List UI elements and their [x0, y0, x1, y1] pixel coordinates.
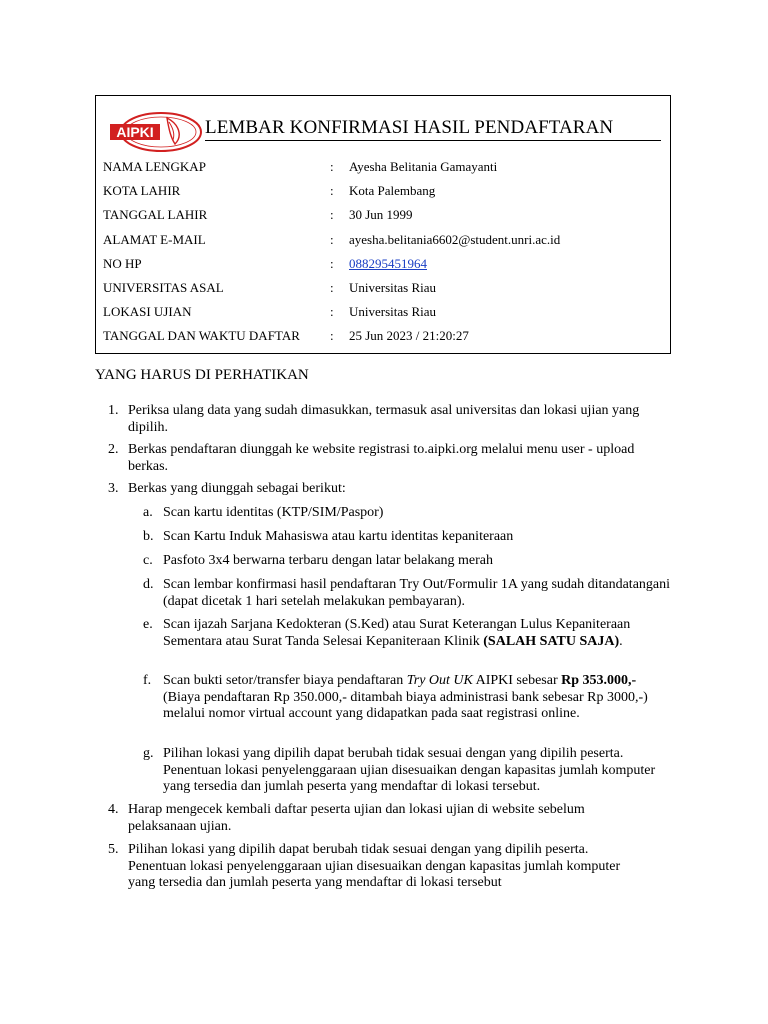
field-label: TANGGAL DAN WAKTU DAFTAR	[103, 328, 300, 344]
item-number: 2.	[108, 442, 119, 457]
document-title: LEMBAR KONFIRMASI HASIL PENDAFTARAN	[205, 117, 614, 138]
item-text	[163, 617, 673, 650]
info-row-lokasi	[96, 301, 670, 325]
item-letter: d.	[143, 577, 154, 592]
registration-info-table	[96, 156, 670, 350]
field-value: 25 Jun 2023 / 21:20:27	[349, 328, 469, 344]
item-text	[163, 673, 673, 723]
field-colon: :	[330, 304, 334, 320]
info-row-universitas	[96, 277, 670, 301]
field-label: KOTA LAHIR	[103, 183, 181, 199]
field-value: Universitas Riau	[349, 304, 437, 320]
field-colon: :	[330, 207, 334, 223]
field-label: UNIVERSITAS ASAL	[103, 279, 224, 295]
info-row-kota-lahir	[96, 180, 670, 204]
item-text: Periksa ulang data yang sudah dimasukkan, termasuk asal universitas dan lokasi ujian yang dipilih.	[128, 403, 640, 435]
item-text: Berkas pendaftaran diunggah ke website registrasi to.aipki.org melalui menu user - upload berkas.	[128, 442, 635, 474]
item-text: Pasfoto 3x4 berwarna terbaru dengan latar belakang merah	[163, 553, 494, 568]
item-number: 5.	[108, 842, 119, 857]
item-text-part: (Biaya pendaftaran Rp 350.000,- ditambah biaya administrasi bank sebesar Rp 3000,-) melalui nomor virtual account yang didapatkan pada saat registrasi online.	[163, 689, 648, 721]
field-value: Ayesha Belitania Gamayanti	[349, 159, 498, 174]
info-row-no-hp	[96, 253, 670, 277]
field-colon: :	[330, 279, 334, 295]
field-value: ayesha.belitania6602@student.unri.ac.id	[349, 231, 561, 247]
item-text-part: Scan ijazah Sarjana Kedokteran (S.Ked) atau Surat Keterangan Lulus Kepaniteraan Sementara atau Surat Tanda Selesai Kepaniteraan Klinik	[163, 617, 631, 649]
info-row-tanggal-lahir	[96, 204, 670, 228]
item-letter: e.	[143, 617, 153, 632]
aipki-logo	[109, 110, 205, 154]
item-text: Berkas yang diunggah sebagai berikut:	[128, 481, 346, 496]
item-text: Pilihan lokasi yang dipilih dapat berubah tidak sesuai dengan yang dipilih peserta. Penentuan lokasi penyelenggaraan ujian disesuaikan dengan kapasitas jumlah komputer yang tersedia dan jumlah peserta yang mendaftar di lokasi tersebut.	[163, 746, 656, 794]
item-letter: f.	[143, 673, 152, 688]
field-value: Universitas Riau	[349, 279, 437, 295]
confirmation-header-box	[95, 95, 671, 354]
field-colon: :	[330, 328, 334, 344]
item-letter: c.	[143, 553, 153, 568]
item-letter: g.	[143, 746, 154, 761]
info-row-waktu-daftar	[96, 325, 670, 349]
item-number: 3.	[108, 481, 119, 496]
item-text-bold: (SALAH SATU SAJA)	[483, 633, 620, 649]
item-text: Pilihan lokasi yang dipilih dapat berubah tidak sesuai dengan yang dipilih peserta. Penentuan lokasi penyelenggaraan ujian disesuaikan dengan kapasitas jumlah komputer yang tersedia dan jumlah peserta yang mendaftar di lokasi tersebut	[128, 842, 621, 890]
info-row-email	[96, 229, 670, 253]
item-letter: b.	[143, 529, 154, 544]
item-number: 1.	[108, 403, 119, 418]
item-letter: a.	[143, 505, 153, 520]
logo-text: AIPKI	[116, 124, 154, 140]
field-label: NAMA LENGKAP	[103, 159, 206, 174]
field-label: LOKASI UJIAN	[103, 304, 192, 320]
field-value: 30 Jun 1999	[349, 207, 413, 223]
info-row-nama	[96, 156, 670, 180]
field-colon: :	[330, 159, 334, 174]
item-text: Scan lembar konfirmasi hasil pendaftaran Try Out/Formulir 1A yang sudah ditandatangani (dapat dicetak 1 hari setelah melakukan pembayaran).	[163, 577, 671, 609]
field-colon: :	[330, 183, 334, 199]
item-text-bold: Rp 353.000,-	[561, 673, 637, 688]
phone-link[interactable]: 088295451964	[349, 255, 427, 271]
field-label: ALAMAT E-MAIL	[103, 231, 206, 247]
item-text: Scan Kartu Induk Mahasiswa atau kartu identitas kepaniteraan	[163, 529, 514, 544]
item-text-italic: Try Out UK	[406, 673, 473, 688]
item-text-part: .	[619, 633, 623, 649]
field-value: Kota Palembang	[349, 183, 436, 199]
item-text-part: Scan bukti setor/transfer biaya pendaftaran	[163, 673, 407, 688]
field-label: TANGGAL LAHIR	[103, 207, 208, 223]
notes-heading: YANG HARUS DI PERHATIKAN	[95, 367, 309, 383]
field-colon: :	[330, 255, 334, 271]
title-underline	[205, 140, 661, 141]
item-text-part: AIPKI sebesar	[472, 673, 562, 688]
item-number: 4.	[108, 802, 119, 817]
item-text: Scan kartu identitas (KTP/SIM/Paspor)	[163, 505, 384, 520]
field-label: NO HP	[103, 255, 142, 271]
item-text: Harap mengecek kembali daftar peserta ujian dan lokasi ujian di website sebelum pelaksanaan ujian.	[128, 802, 585, 834]
field-colon: :	[330, 231, 334, 247]
